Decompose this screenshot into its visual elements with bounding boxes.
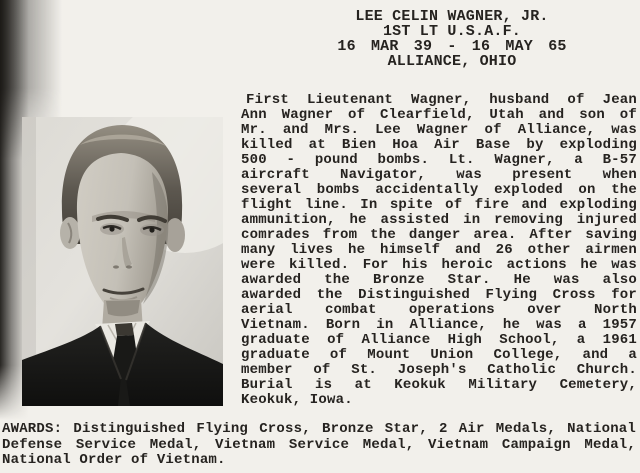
service-member-rank: 1ST LT U.S.A.F.	[382, 23, 522, 40]
biography-line: comrades from the danger area. After saving	[241, 227, 637, 243]
service-member-hometown: ALLIANCE, OHIO	[387, 53, 517, 70]
biography-line: aerial combat operations over North	[241, 302, 637, 318]
portrait-photo-graphic	[22, 117, 223, 406]
biography-line: ammunition, he assisted in removing injured	[241, 212, 637, 228]
biography-line: Keokuk, Iowa.	[241, 392, 353, 408]
awards-text	[2, 422, 636, 469]
awards-line: National Order of Vietnam.	[2, 452, 226, 468]
biography-line: Mr. and Mrs. Lee Wagner of Alliance, was	[241, 122, 637, 138]
awards-line: AWARDS: Distinguished Flying Cross, Bronze Star, 2 Air Medals, National	[2, 421, 636, 437]
biography-line: awarded the Bronze Star. He was also	[241, 272, 637, 288]
portrait-photo	[22, 117, 223, 406]
biography-line: graduate of Mount Union College, and a	[241, 347, 637, 363]
biography-line: member of St. Joseph's Catholic Church.	[241, 362, 637, 378]
biography-line: many lives he himself and 26 other airmen	[241, 242, 637, 258]
biography-line: Vietnam. Born in Alliance, he was a 1957	[241, 317, 637, 333]
biography-line: Burial is at Keokuk Military Cemetery,	[241, 377, 637, 393]
biography-line: awarded the Distinguished Flying Cross for	[241, 287, 637, 303]
biography-line: First Lieutenant Wagner, husband of Jean	[246, 92, 637, 108]
biography-line: flight line. In spite of fire and exploding	[241, 197, 637, 213]
biography-line: Ann Wagner of Clearfield, Utah and son of	[241, 107, 637, 123]
service-member-dates: 16 MAR 39 - 16 MAY 65	[337, 38, 567, 55]
biography-line: aircraft Navigator, was present when	[241, 167, 637, 183]
biography-line: were killed. For his heroic actions he was	[241, 257, 637, 273]
biography-text	[241, 93, 637, 408]
biography-line: several bombs accidentally exploded on the	[241, 182, 637, 198]
biography-line: 500 - pound bombs. Lt. Wagner, a B-57	[241, 152, 637, 168]
biography-line: killed at Bien Hoa Air Base by exploding	[241, 137, 637, 153]
biography-line: graduate of Alliance High School, a 1961	[241, 332, 637, 348]
service-member-name: LEE CELIN WAGNER, JR.	[355, 8, 549, 25]
awards-line: Defense Service Medal, Vietnam Service Medal, Vietnam Campaign Medal,	[2, 436, 636, 453]
title-block	[320, 9, 584, 69]
